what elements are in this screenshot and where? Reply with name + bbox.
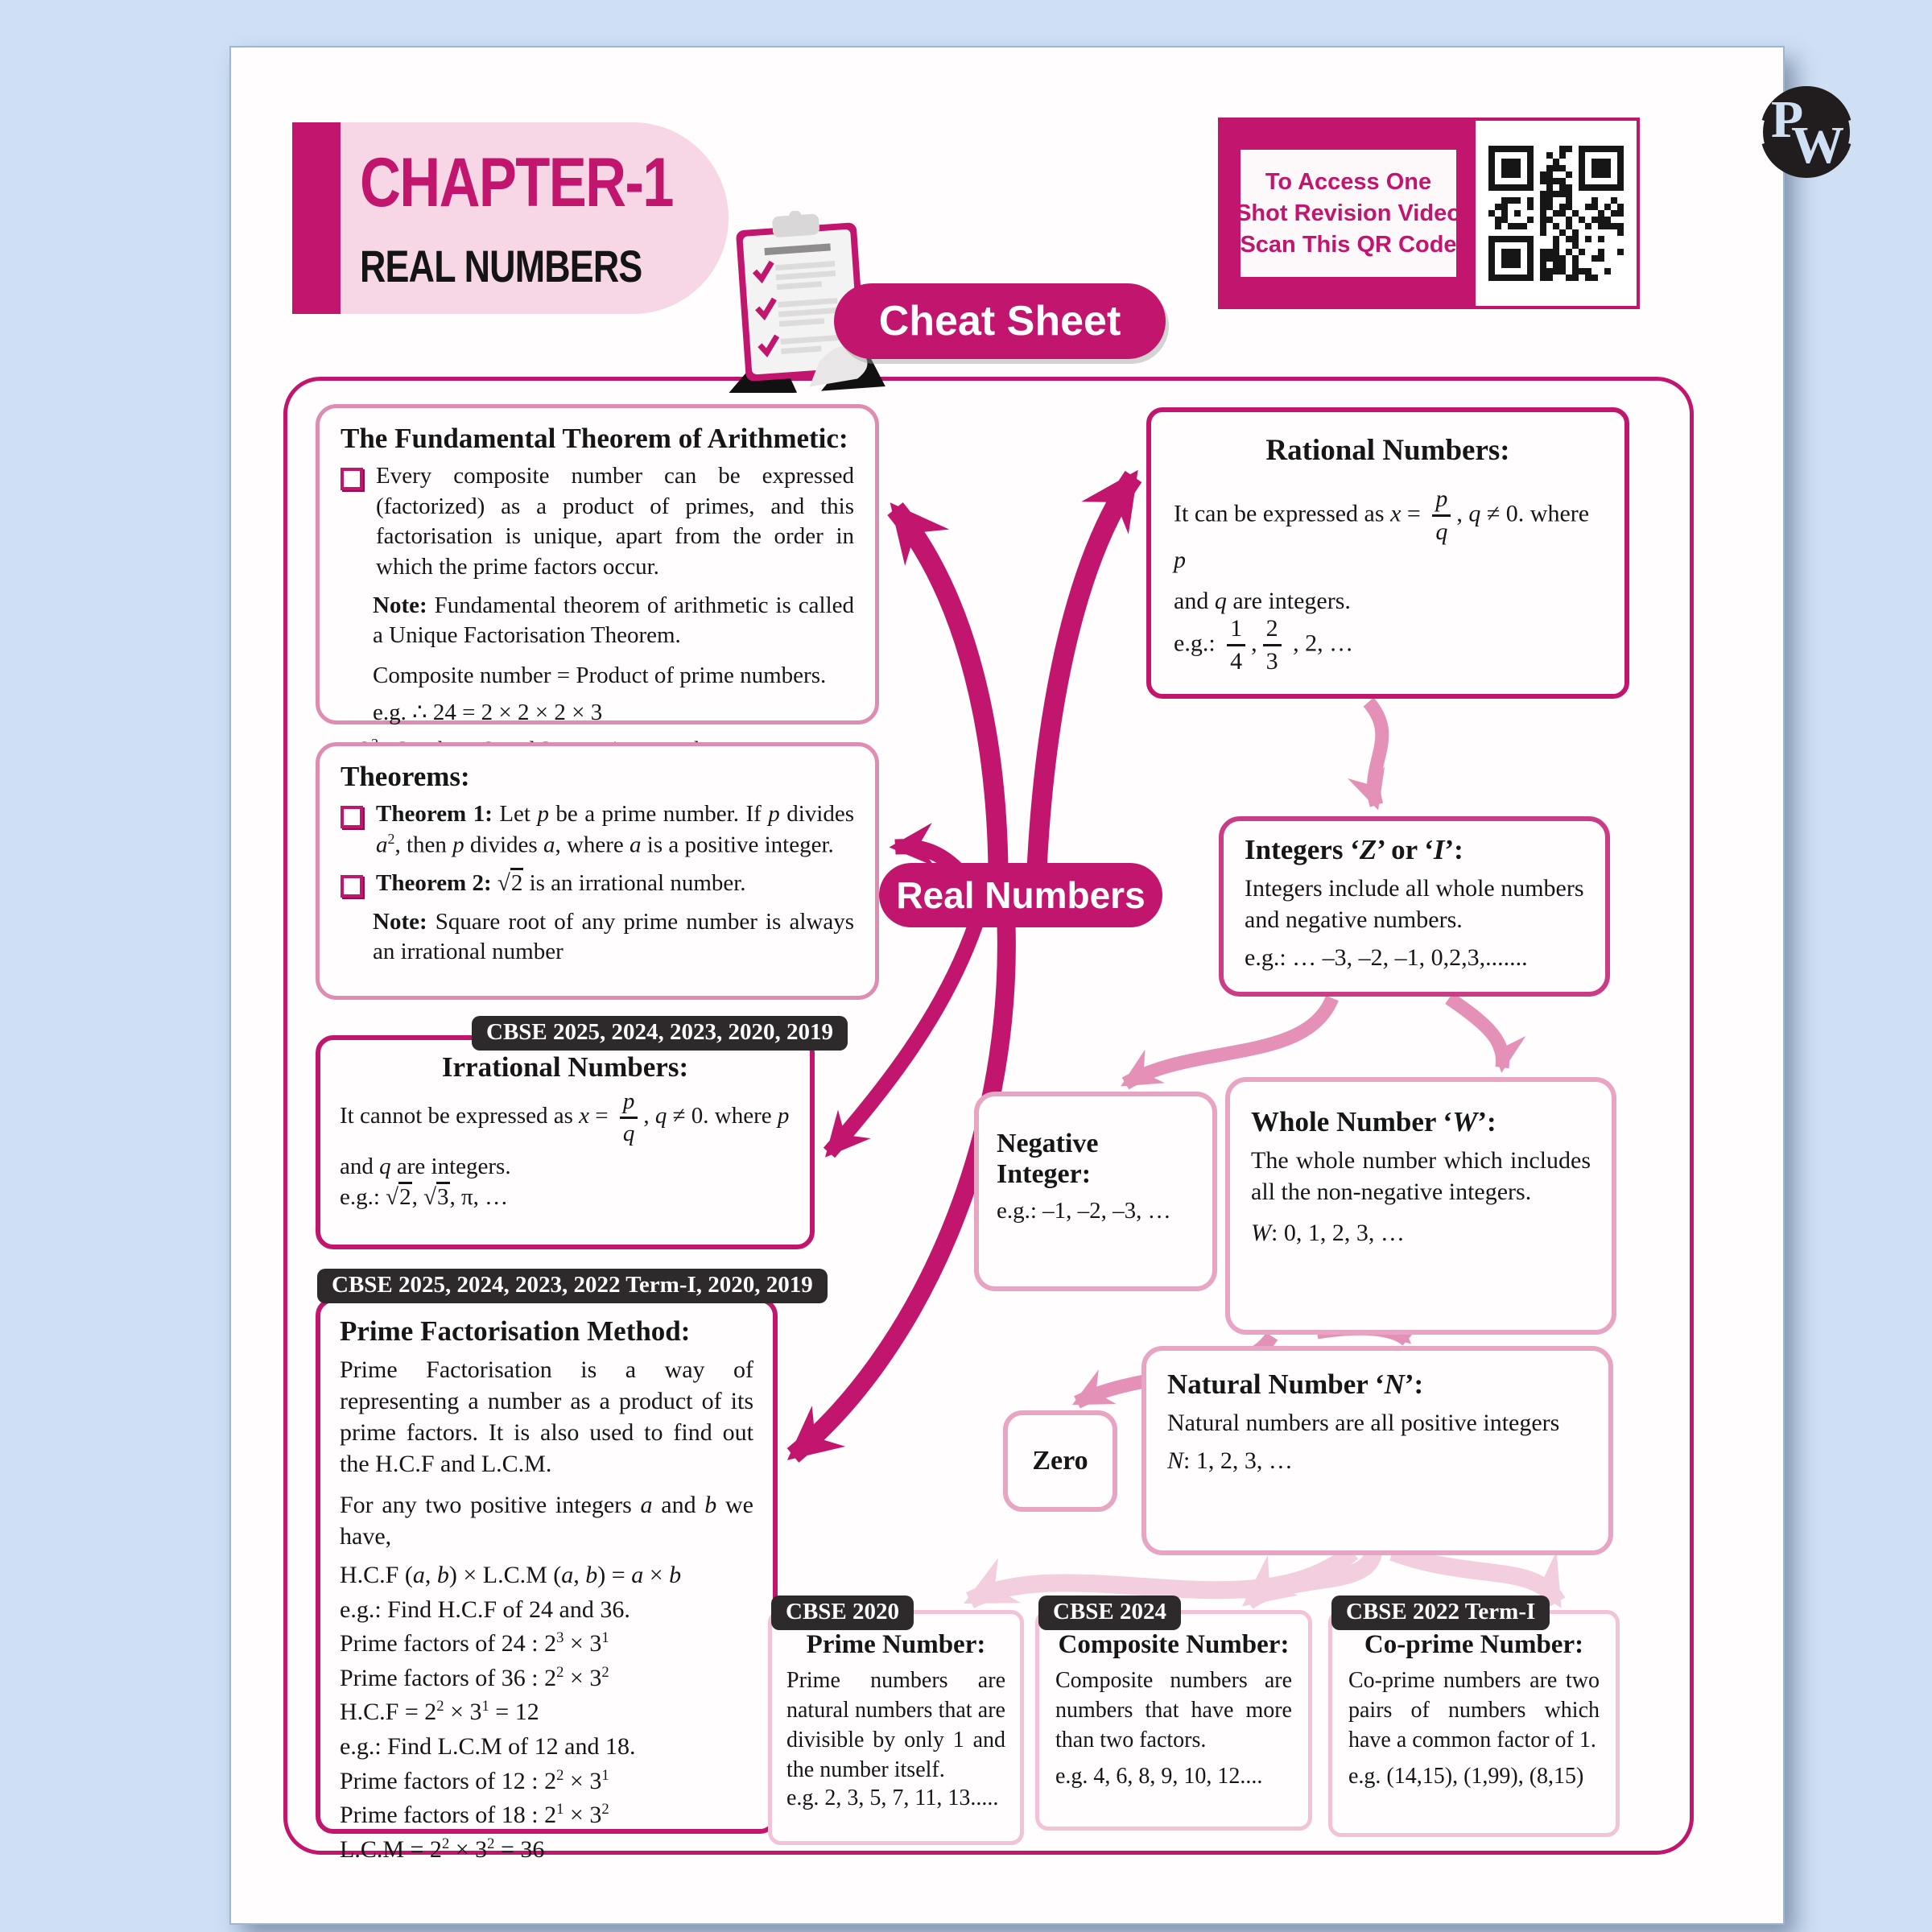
fundamental-note: Note: Fundamental theorem of arithmetic is called a Unique Factorisation Theorem. xyxy=(373,592,854,649)
checkbox-bullet-icon xyxy=(341,468,363,490)
irrational-body-2: and q are integers. xyxy=(340,1154,511,1179)
rational-title: Rational Numbers: xyxy=(1265,434,1510,467)
svg-text:W: W xyxy=(1791,116,1844,175)
composite-cbse-tag: CBSE 2024 xyxy=(1038,1596,1181,1630)
composite-number-box xyxy=(1035,1610,1312,1831)
integers-box xyxy=(1219,816,1610,997)
checkbox-bullet-icon xyxy=(341,875,363,898)
qr-text-card xyxy=(1236,150,1461,277)
qr-text-line-1: To Access One xyxy=(1265,168,1432,195)
natural-body: Natural numbers are all positive integers xyxy=(1167,1410,1560,1436)
composite-eg: e.g. 4, 6, 8, 9, 10, 12.... xyxy=(1055,1763,1263,1789)
coprime-body: Co-prime numbers are two pairs of numbers which have a common factor of 1. xyxy=(1348,1668,1600,1752)
qr-text-panel xyxy=(1221,121,1476,306)
coprime-cbse-tag: CBSE 2022 Term-I xyxy=(1331,1596,1550,1630)
primefact-paragraph-1: Prime Factorisation is a way of representing a number as a product of its prime factors. It is also used to find out the H.C.F and L.C.M. xyxy=(340,1356,753,1477)
composite-title: Composite Number: xyxy=(1058,1630,1290,1659)
whole-number-box xyxy=(1225,1077,1616,1335)
qr-code xyxy=(1485,142,1627,284)
integers-title: Integers ‘Z’ or ‘I’: xyxy=(1245,834,1463,865)
qr-text-line-3: Scan This QR Code xyxy=(1240,231,1457,258)
theorems-box xyxy=(316,742,879,1000)
primefact-line: Prime factors of 24 : $2^3 \times 3^1$ xyxy=(340,1629,609,1657)
irrational-numbers-box xyxy=(316,1035,815,1249)
negative-integer-box xyxy=(974,1092,1217,1291)
zero-label: Zero xyxy=(1032,1446,1088,1476)
qr-text-line-2: Shot Revision Video xyxy=(1236,200,1461,226)
primefact-line: e.g.: Find L.C.M of 12 and 18. xyxy=(340,1732,636,1760)
primefact-title: Prime Factorisation Method: xyxy=(340,1315,691,1347)
primefact-line: $L.C.M = 2^2 \times 3^2 = 36$ xyxy=(340,1835,545,1863)
cheat-sheet-label: Cheat Sheet xyxy=(878,298,1121,345)
negative-eg: e.g.: –1, –2, –3, … xyxy=(997,1198,1171,1224)
integers-eg: e.g.: … –3, –2, –1, 0,2,3,....... xyxy=(1245,944,1528,971)
rational-body-1: It can be expressed as x = $\frac{p}{q}$ , q ≠ 0. where p xyxy=(1174,485,1590,573)
rational-body-2: and q are integers. xyxy=(1174,588,1351,614)
prime-number-title: Prime Number: xyxy=(806,1630,986,1659)
chapter-accent-bar xyxy=(292,122,341,314)
real-numbers-label: Real Numbers xyxy=(896,874,1146,916)
coprime-eg: e.g. (14,15), (1,99), (8,15) xyxy=(1348,1763,1584,1789)
prime-number-cbse-tag: CBSE 2020 xyxy=(771,1596,914,1630)
fundamental-theorem-box xyxy=(316,404,879,724)
whole-title: Whole Number ‘W’: xyxy=(1251,1106,1496,1137)
fundamental-bullet-text: Every composite number can be expressed (factorized) as a product of primes, and this factorisation is unique, apart from the order in which the prime factors occur. xyxy=(376,463,854,580)
composite-body: Composite numbers are numbers that have more than two factors. xyxy=(1055,1668,1292,1752)
fundamental-theorem-title: The Fundamental Theorem of Arithmetic: xyxy=(341,423,848,454)
natural-title: Natural Number ‘N’: xyxy=(1167,1368,1424,1400)
prime-factorisation-box xyxy=(316,1298,778,1863)
primefact-line: e.g.: Find H.C.F of 24 and 36. xyxy=(340,1596,630,1623)
zero-box xyxy=(1003,1410,1117,1512)
primefact-line: Prime factors of 12 : $2^2 \times 3^1$ xyxy=(340,1766,609,1794)
prime-number-body: Prime numbers are natural numbers that are divisible by only 1 and the number itself. xyxy=(786,1668,1005,1782)
natural-number-box xyxy=(1141,1346,1613,1555)
negative-title: Negative Integer: xyxy=(997,1129,1099,1189)
theorems-title: Theorems: xyxy=(341,761,470,792)
irrational-cbse-tag: CBSE 2025, 2024, 2023, 2020, 2019 xyxy=(472,1016,848,1051)
primefact-line: H.C.F (a, b) × L.C.M (a, b) = a × b xyxy=(340,1562,682,1588)
primefact-cbse-tag: CBSE 2025, 2024, 2023, 2022 Term-I, 2020, 2019 xyxy=(317,1269,828,1303)
whole-body: The whole number which includes all the non-negative integers. xyxy=(1251,1147,1591,1205)
qr-panel xyxy=(1218,118,1640,309)
primefact-line: Prime factors of 36 : $2^2 \times 3^2$ xyxy=(340,1663,609,1691)
theorem-2-text: Theorem 2: √2 is an irrational number. xyxy=(376,869,746,899)
fundamental-line-1: Composite number = Product of prime numbers. xyxy=(373,663,827,689)
primefact-line: Prime factors of 18 : $2^1 \times 3^2$ xyxy=(340,1801,609,1829)
theorem-1-text: Theorem 1: Let p be a prime number. If p divides $a^2$, then p divides a, where a is a positive integer. xyxy=(376,801,854,858)
natural-eg: N: 1, 2, 3, … xyxy=(1167,1447,1293,1474)
cheat-sheet-banner xyxy=(834,283,1166,359)
svg-text:P: P xyxy=(1770,90,1804,149)
irrational-body-1: It cannot be expressed as x = $\frac{p}{q}$ , q ≠ 0. where p xyxy=(340,1088,790,1146)
chapter-title: REAL NUMBERS xyxy=(360,241,642,291)
rational-numbers-box xyxy=(1146,407,1629,699)
irrational-eg: e.g.: √2, √3, π, … xyxy=(340,1183,791,1213)
whole-eg: W: 0, 1, 2, 3, … xyxy=(1251,1220,1405,1246)
prime-number-eg: e.g. 2, 3, 5, 7, 11, 13..... xyxy=(786,1785,999,1810)
real-numbers-node xyxy=(879,863,1162,927)
checkbox-bullet-icon xyxy=(341,806,363,828)
irrational-title: Irrational Numbers: xyxy=(441,1051,689,1083)
coprime-title: Co-prime Number: xyxy=(1364,1630,1584,1659)
fundamental-line-2: e.g. ∴ 24 = 2 × 2 × 2 × 3 xyxy=(373,699,603,725)
integers-body: Integers include all whole numbers and negative numbers. xyxy=(1245,875,1584,933)
qr-code-area xyxy=(1476,121,1637,306)
primefact-line: $H.C.F = 2^2 \times 3^1 = 12$ xyxy=(340,1698,539,1726)
pw-logo-icon xyxy=(1750,76,1863,188)
prime-number-box xyxy=(768,1610,1024,1845)
coprime-number-box xyxy=(1328,1610,1620,1837)
theorems-note: Note: Square root of any prime number is always an irrational number xyxy=(373,908,854,965)
chapter-label: CHAPTER-1 xyxy=(360,144,673,221)
rational-eg: e.g.: $\frac{1}{4}$ , $\frac{2}{3}$ , 2, … xyxy=(1174,615,1354,675)
primefact-paragraph-2: For any two positive integers a and b we have, xyxy=(340,1492,753,1550)
